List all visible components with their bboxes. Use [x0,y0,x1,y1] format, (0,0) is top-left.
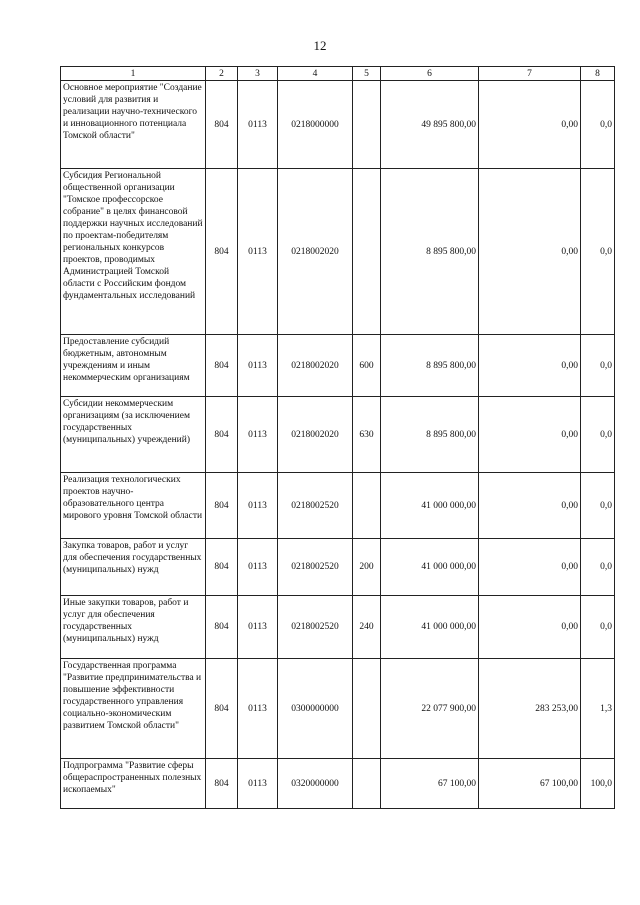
table-row [61,169,615,335]
column-header: 6 [381,67,479,81]
table-row [61,759,615,809]
column-header: 7 [479,67,581,81]
column-header: 8 [581,67,615,81]
row-vr [353,659,381,759]
row-ved: 804 [206,81,238,169]
row-fact: 0,00 [479,596,581,659]
row-razdel: 0113 [238,759,278,809]
row-fact: 0,00 [479,335,581,397]
row-fact: 0,00 [479,397,581,473]
row-fact: 67 100,00 [479,759,581,809]
column-header: 2 [206,67,238,81]
table-row [61,473,615,539]
row-pct: 0,0 [581,539,615,596]
row-csr: 0218002020 [278,335,353,397]
row-plan: 41 000 000,00 [381,473,479,539]
row-fact: 0,00 [479,169,581,335]
row-razdel: 0113 [238,397,278,473]
row-csr: 0218002020 [278,397,353,473]
row-ved: 804 [206,169,238,335]
row-csr: 0300000000 [278,659,353,759]
row-name: Закупка товаров, работ и услуг для обеспечения государственных (муниципальных) нужд [61,539,206,596]
row-ved: 804 [206,335,238,397]
row-fact: 283 253,00 [479,659,581,759]
row-plan: 8 895 800,00 [381,335,479,397]
row-razdel: 0113 [238,81,278,169]
row-vr [353,81,381,169]
row-vr: 240 [353,596,381,659]
row-plan: 41 000 000,00 [381,596,479,659]
row-plan: 22 077 900,00 [381,659,479,759]
row-pct: 0,0 [581,169,615,335]
row-vr [353,473,381,539]
row-csr: 0218002520 [278,473,353,539]
page-number: 12 [313,38,327,53]
row-ved: 804 [206,473,238,539]
column-header: 5 [353,67,381,81]
row-ved: 804 [206,397,238,473]
row-ved: 804 [206,539,238,596]
row-csr: 0320000000 [278,759,353,809]
row-plan: 49 895 800,00 [381,81,479,169]
row-vr: 200 [353,539,381,596]
row-plan: 8 895 800,00 [381,397,479,473]
row-csr: 0218002020 [278,169,353,335]
row-pct: 0,0 [581,397,615,473]
column-header: 3 [238,67,278,81]
table-row [61,335,615,397]
row-csr: 0218002520 [278,539,353,596]
row-vr: 600 [353,335,381,397]
row-plan: 8 895 800,00 [381,169,479,335]
row-razdel: 0113 [238,659,278,759]
row-pct: 0,0 [581,596,615,659]
row-name: Предоставление субсидий бюджетным, автономным учреждениям и иным некоммерческим организациям [61,335,206,397]
row-ved: 804 [206,659,238,759]
row-csr: 0218000000 [278,81,353,169]
row-razdel: 0113 [238,539,278,596]
row-plan: 67 100,00 [381,759,479,809]
row-razdel: 0113 [238,596,278,659]
row-pct: 1,3 [581,659,615,759]
column-header: 1 [61,67,206,81]
row-pct: 0,0 [581,335,615,397]
table-header-row [61,67,615,81]
table-row [61,539,615,596]
row-ved: 804 [206,759,238,809]
table-row [61,596,615,659]
row-fact: 0,00 [479,81,581,169]
row-name: Субсидии некоммерческим организациям (за исключением государственных (муниципальных) учреждений) [61,397,206,473]
row-name: Субсидия Региональной общественной организации "Томское профессорское собрание" в целях финансовой поддержки научных исследований по проектам-победителям региональных конкурсов проектов, проводимых Администрацией Томской области с Российским фондом фундаментальных исследований [61,169,206,335]
table-row [61,81,615,169]
budget-table [60,66,615,809]
row-fact: 0,00 [479,473,581,539]
row-vr [353,169,381,335]
row-fact: 0,00 [479,539,581,596]
row-vr [353,759,381,809]
row-name: Реализация технологических проектов научно-образовательного центра мирового уровня Томской области [61,473,206,539]
row-name: Подпрограмма "Развитие сферы общераспространенных полезных ископаемых" [61,759,206,809]
row-ved: 804 [206,596,238,659]
row-plan: 41 000 000,00 [381,539,479,596]
row-vr: 630 [353,397,381,473]
row-pct: 0,0 [581,81,615,169]
row-razdel: 0113 [238,473,278,539]
row-razdel: 0113 [238,169,278,335]
row-name: Иные закупки товаров, работ и услуг для обеспечения государственных (муниципальных) нужд [61,596,206,659]
column-header: 4 [278,67,353,81]
row-name: Основное мероприятие "Создание условий для развития и реализации научно-технического и инновационного потенциала Томской области" [61,81,206,169]
row-pct: 0,0 [581,473,615,539]
table-row [61,659,615,759]
row-name: Государственная программа "Развитие предпринимательства и повышение эффективности государственного управления социально-экономическим развитием Томской области" [61,659,206,759]
table-row [61,397,615,473]
row-pct: 100,0 [581,759,615,809]
row-csr: 0218002520 [278,596,353,659]
row-razdel: 0113 [238,335,278,397]
